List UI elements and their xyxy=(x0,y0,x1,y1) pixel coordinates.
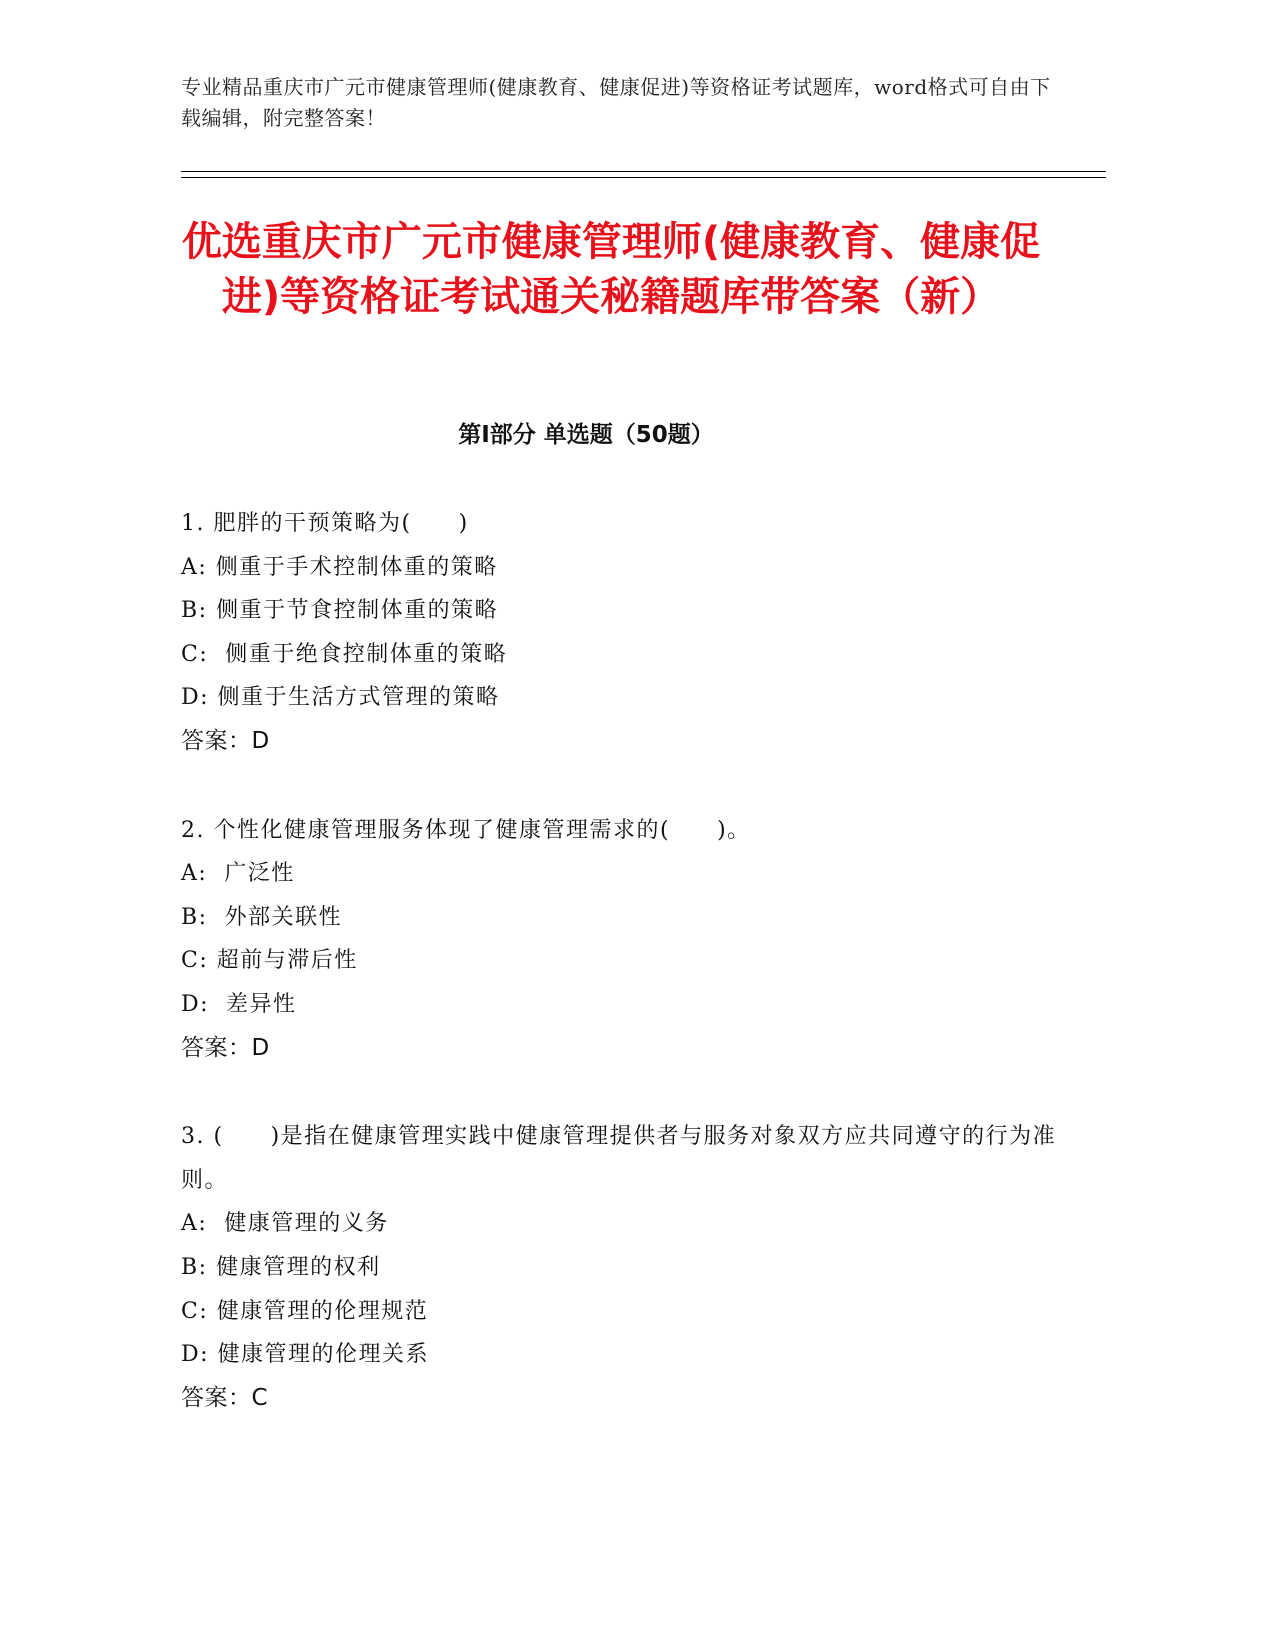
question-stem: 1. 肥胖的干预策略为( ) xyxy=(181,511,469,536)
option-a: A: 侧重于手术控制体重的策略 xyxy=(181,554,498,580)
option-a: A: 健康管理的义务 xyxy=(181,1211,389,1237)
answer-line: 答案：C xyxy=(181,1384,269,1411)
option-b: B: 侧重于节食控制体重的策略 xyxy=(181,598,499,624)
header-note: 专业精品重庆市广元市健康管理师(健康教育、健康促进)等资格证考试题库，word格式可自由下载编辑，附完整答案！ xyxy=(181,75,1051,130)
option-c: C: 健康管理的伦理规范 xyxy=(181,1298,429,1324)
option-c: C: 侧重于绝食控制体重的策略 xyxy=(181,641,508,667)
section-heading: 第Ⅰ部分 单选题（50题） xyxy=(458,422,714,448)
header-rule-top xyxy=(181,171,1106,172)
option-b: B: 外部关联性 xyxy=(181,904,343,930)
answer-line: 答案：D xyxy=(181,727,270,754)
option-d: D: 差异性 xyxy=(181,991,297,1017)
answer-line: 答案：D xyxy=(181,1034,270,1061)
question-list xyxy=(181,502,1061,1465)
option-d: D: 侧重于生活方式管理的策略 xyxy=(181,685,500,711)
question-3 xyxy=(181,1115,1061,1420)
question-1 xyxy=(181,502,1061,764)
question-2 xyxy=(181,809,1061,1071)
option-a: A: 广泛性 xyxy=(181,861,295,887)
header-rule-bottom xyxy=(181,177,1106,178)
question-stem: 3. ( )是指在健康管理实践中健康管理提供者与服务对象双方应共同遵守的行为准则。 xyxy=(181,1124,1057,1193)
option-b: B: 健康管理的权利 xyxy=(181,1254,381,1280)
document-title: 优选重庆市广元市健康管理师(健康教育、健康促进)等资格证考试通关秘籍题库带答案（新） xyxy=(181,219,1041,320)
option-d: D: 健康管理的伦理关系 xyxy=(181,1342,430,1368)
question-stem: 2. 个性化健康管理服务体现了健康管理需求的( )。 xyxy=(181,817,751,843)
option-c: C: 超前与滞后性 xyxy=(181,948,358,974)
